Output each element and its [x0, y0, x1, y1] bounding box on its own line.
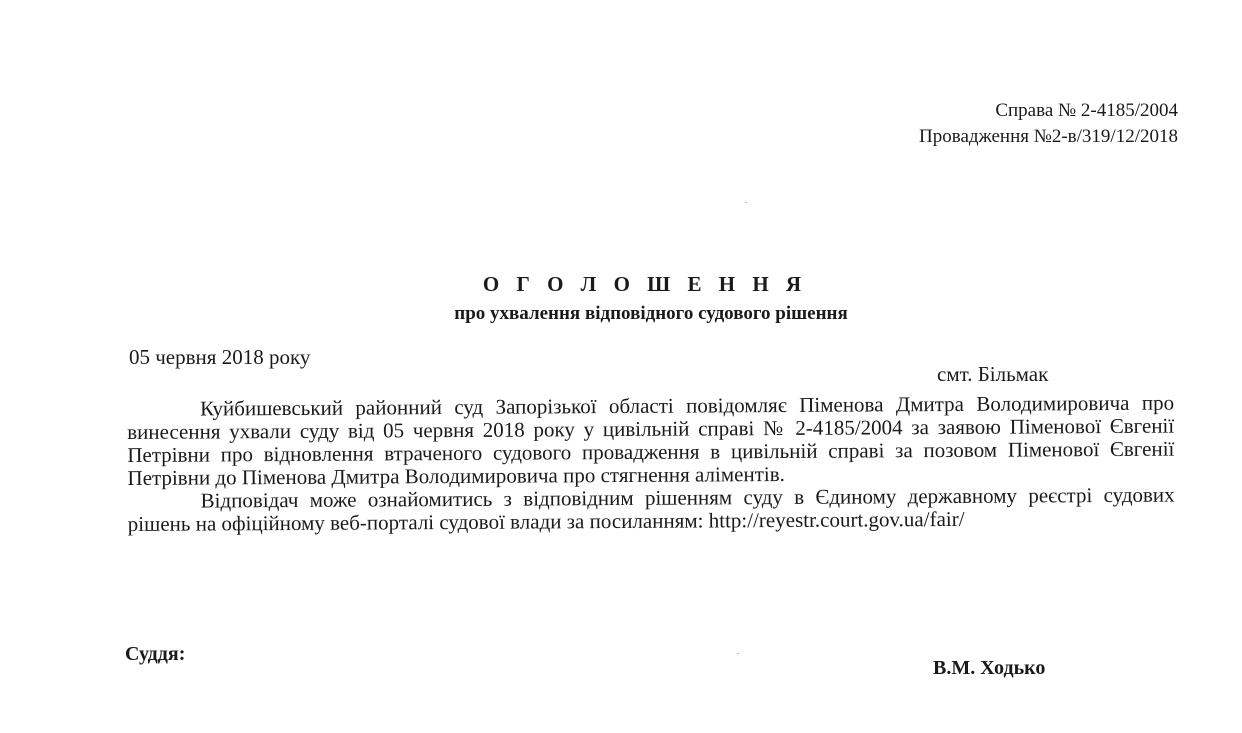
document-body: [127, 392, 1175, 536]
proceeding-number: Провадження №2-в/319/12/2018: [919, 126, 1178, 147]
access-paragraph: Відповідач може ознайомитись з відповідним рішенням суду в Єдиному державному реєстрі судових рішень на офіційному веб-порталі судової влади за посиланням: http://reyestr.court.gov.ua/fair/: [127, 482, 1175, 536]
judge-name: В.М. Ходько: [933, 657, 1046, 679]
document-date: 05 червня 2018 року: [129, 345, 311, 369]
notice-paragraph: Куйбишевський районний суд Запорізької області повідомляє Піменова Дмитра Володимировича про винесення ухвали суду від 05 червня 2018 року у цивільній справі № 2-4185/2004 за заявою Піменової Євгенії Петрівни про відновлення втраченого судового провадження в цивільній справі за позовом Піменової Євгенії Петрівни до Піменова Дмитра Володимировича про стягнення аліментів.: [127, 390, 1175, 490]
document-subtitle: про ухвалення відповідного судового рішення: [454, 303, 848, 324]
document-title: О Г О Л О Ш Е Н Н Я: [482, 272, 808, 296]
case-number: Справа № 2-4185/2004: [995, 100, 1178, 121]
judge-label: Суддя:: [125, 643, 186, 665]
case-reference: [919, 98, 1178, 150]
scan-speck: [745, 202, 747, 203]
document-place: смт. Більмак: [937, 362, 1049, 386]
scan-speck: [737, 653, 739, 654]
